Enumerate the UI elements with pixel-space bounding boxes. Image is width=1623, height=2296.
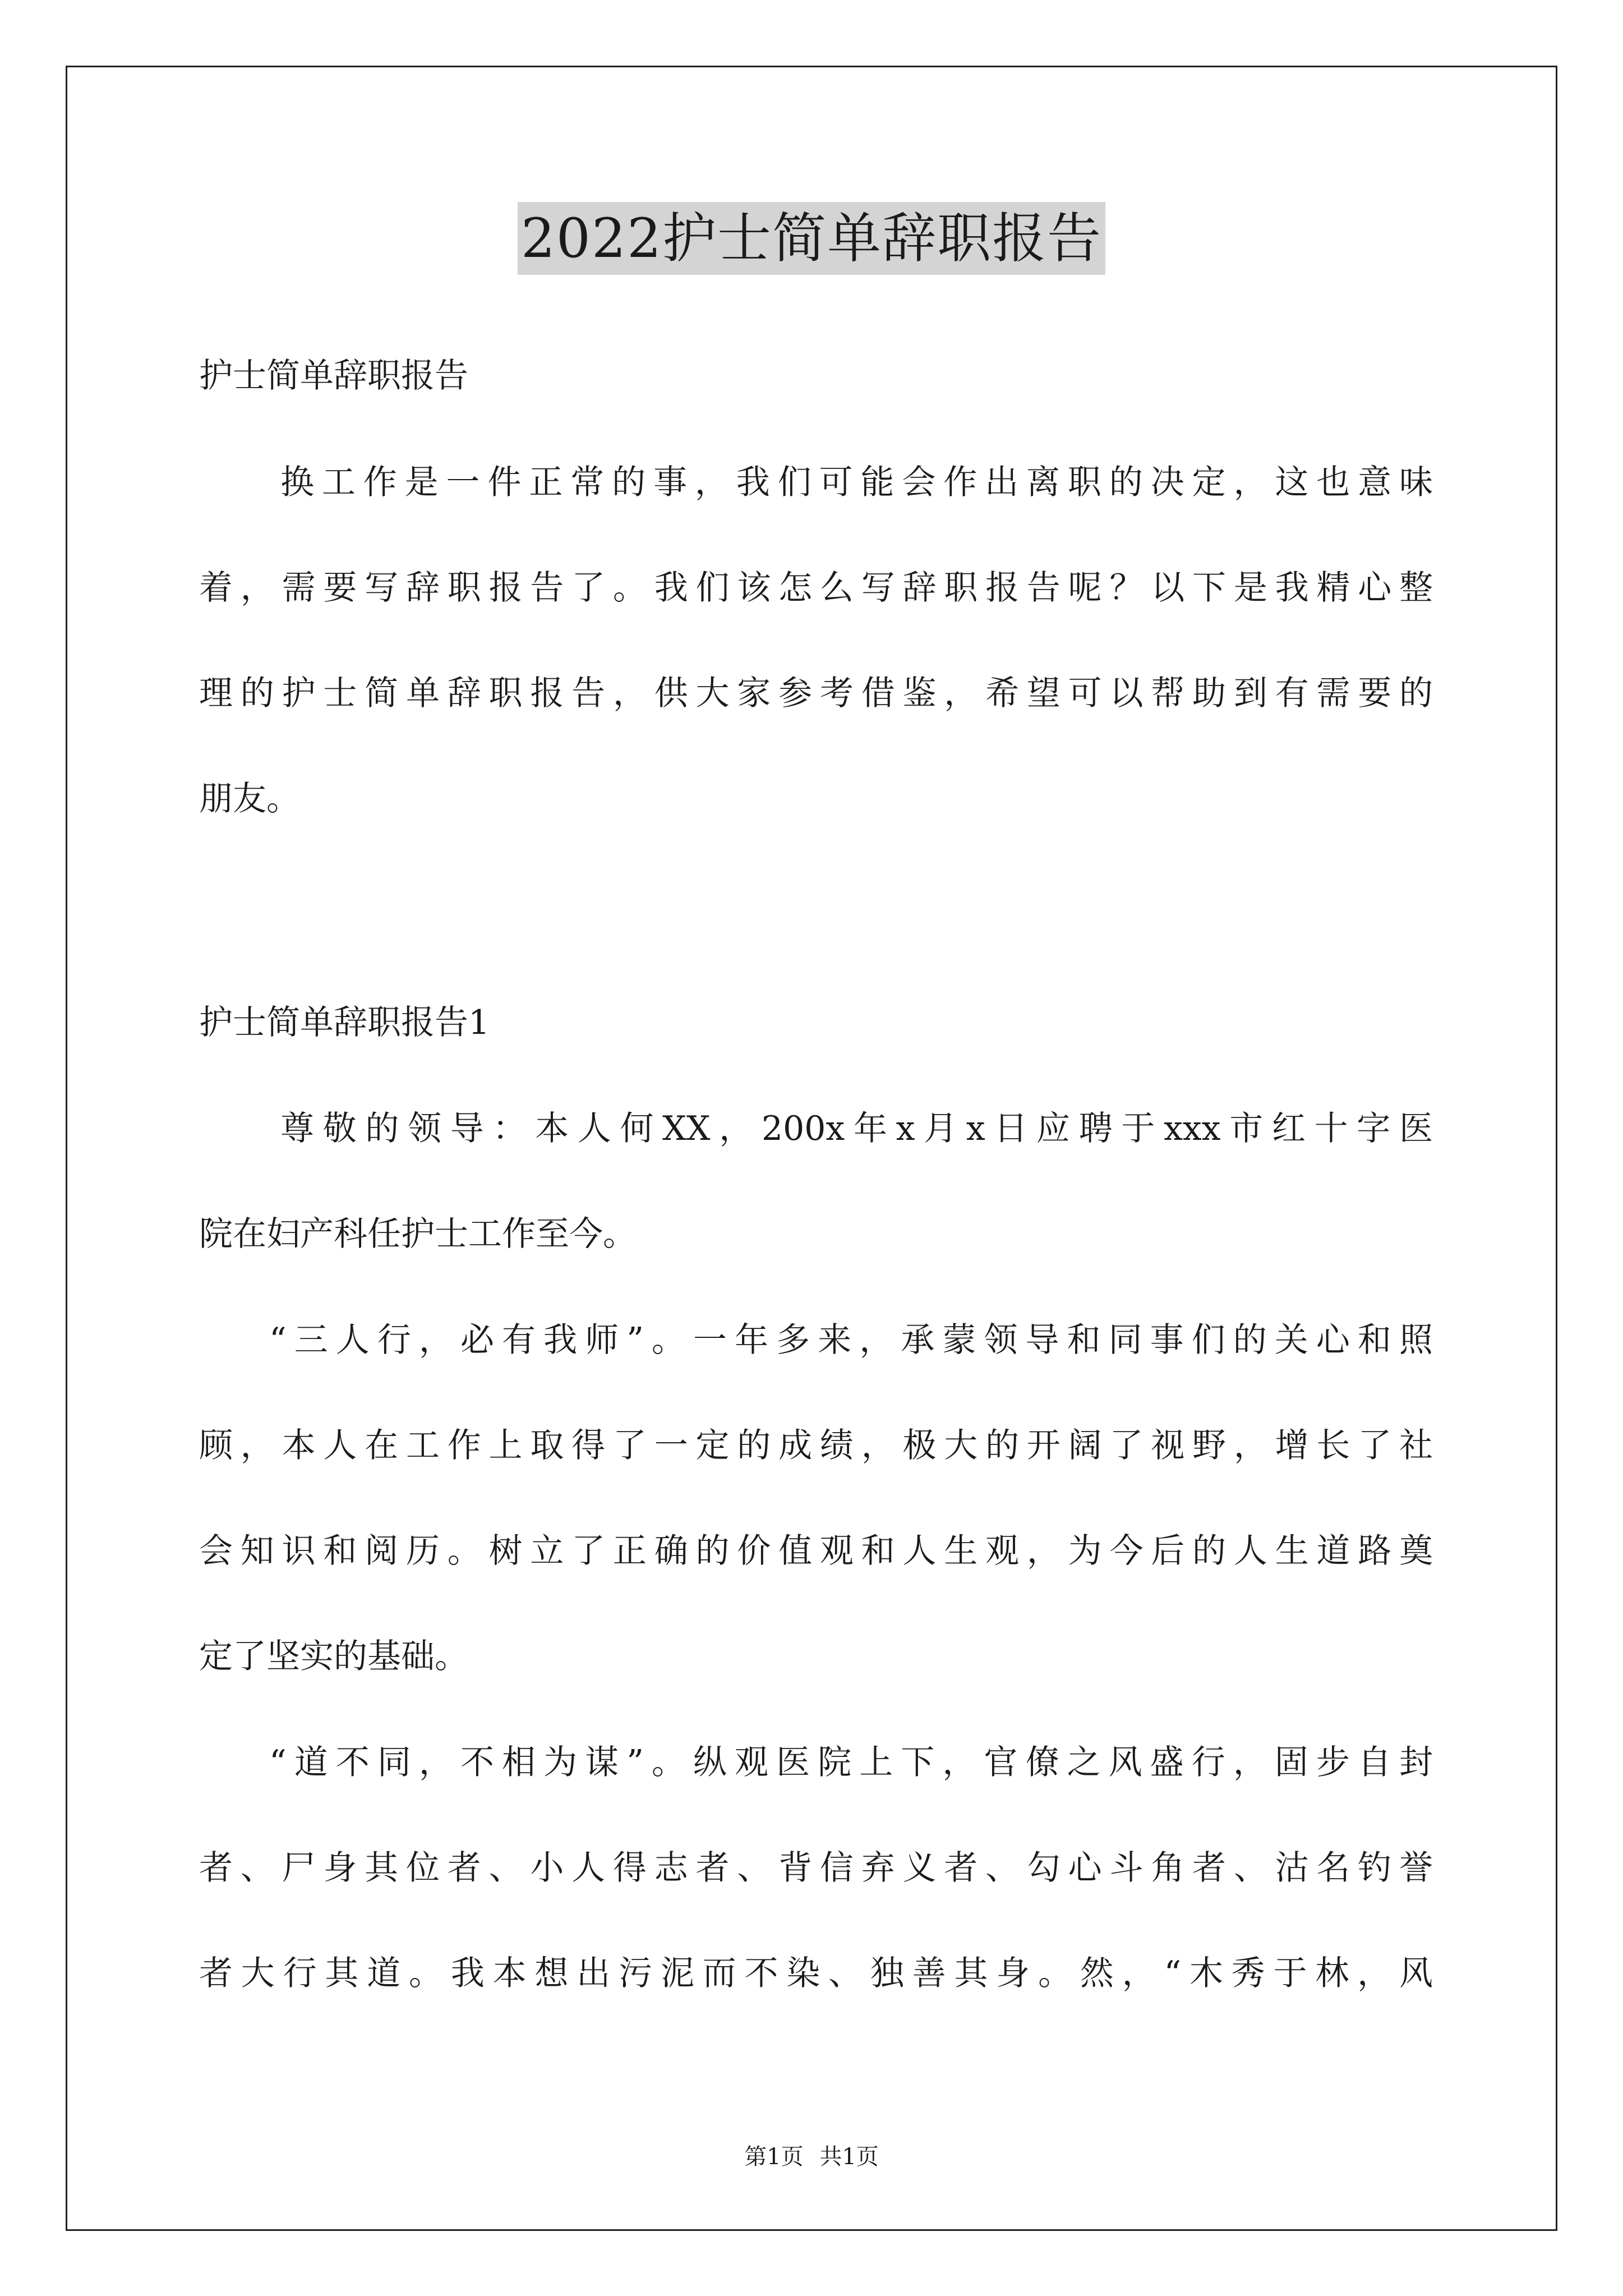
intro-line: 着，需要写辞职报告了。我们该怎么写辞职报告呢？以下是我精心整 (199, 568, 1433, 608)
section-heading: 护士简单辞职报告1 (199, 1003, 490, 1042)
body-line: 院在妇产科任护士工作至今。 (199, 1214, 637, 1254)
intro-line: 理的护士简单辞职报告，供大家参考借鉴，希望可以帮助到有需要的 (199, 674, 1433, 713)
page-number: 第1页 (744, 2144, 804, 2170)
page-footer (0, 2143, 1623, 2171)
page-total: 共1页 (819, 2144, 879, 2170)
document-subtitle: 护士简单辞职报告 (199, 356, 468, 395)
intro-line: 朋友。 (199, 779, 300, 818)
body-line: 顾，本人在工作上取得了一定的成绩，极大的开阔了视野，增长了社 (199, 1426, 1433, 1465)
intro-line: 换工作是一件正常的事，我们可能会作出离职的决定，这也意味 (280, 463, 1433, 502)
body-line: 定了坚实的基础。 (199, 1637, 468, 1676)
body-line: “三人行，必有我师”。一年多来，承蒙领导和同事们的关心和照 (269, 1320, 1433, 1360)
body-line: 会知识和阅历。树立了正确的价值观和人生观，为今后的人生道路奠 (199, 1531, 1433, 1571)
body-line: 者大行其道。我本想出污泥而不染、独善其身。然，“木秀于林，风 (199, 1954, 1433, 1993)
document-title: 2022护士简单辞职报告 (518, 202, 1105, 275)
title-container (0, 202, 1623, 275)
body-line: “道不同，不相为谋”。纵观医院上下，官僚之风盛行，固步自封 (269, 1743, 1433, 1782)
body-line: 者、尸身其位者、小人得志者、背信弃义者、勾心斗角者、沽名钓誉 (199, 1848, 1433, 1888)
body-line: 尊敬的领导：本人何XX，200x年x月x日应聘于xxx市红十字医 (280, 1109, 1433, 1148)
